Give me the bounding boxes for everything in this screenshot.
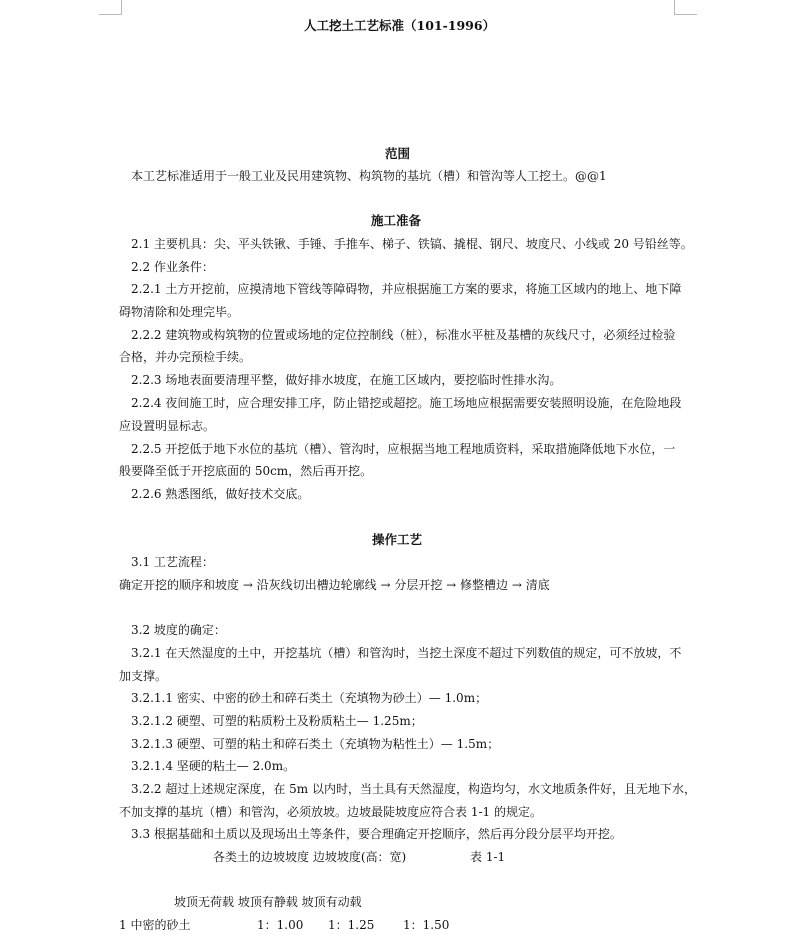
- paragraph: 加支撑。: [119, 669, 168, 683]
- paragraph: 合格，并办完预检手续。: [119, 350, 252, 364]
- paragraph: 3.2.1.1 密实、中密的砂土和碎石类土（充填物为砂土）— 1.0m；: [131, 691, 488, 705]
- paragraph: 3.2 坡度的确定：: [131, 623, 226, 637]
- section-heading-operation: 操作工艺: [372, 532, 423, 547]
- page-corner-mark-right: [674, 0, 697, 15]
- paragraph: 般要降至低于开挖底面的 50cm，然后再开挖。: [119, 464, 373, 478]
- paragraph: 3.1 工艺流程：: [131, 555, 214, 569]
- paragraph: 2.1 主要机具：尖、平头铁锹、手锤、手推车、梯子、铁镐、撬棍、钢尺、坡度尺、小线或 20 号铅丝等。: [131, 237, 693, 251]
- paragraph: 2.2.5 开挖低于地下水位的基坑（槽）、管沟时，应根据当地工程地质资料，采取措施降低地下水位，一: [131, 442, 676, 456]
- paragraph: 应设置明显标志。: [119, 419, 216, 433]
- paragraph: 3.2.1 在天然湿度的土中，开挖基坑（槽）和管沟时，当挖土深度不超过下列数值的规定，可不放坡，不: [131, 646, 682, 660]
- page-corner-mark-left: [99, 0, 122, 15]
- paragraph: 3.2.1.4 坚硬的粘土— 2.0m。: [131, 759, 296, 773]
- paragraph: 不加支撑的基坑（槽）和管沟，必须放坡。边坡最陡坡度应符合表 1-1 的规定。: [119, 805, 542, 819]
- paragraph: 碍物清除和处理完毕。: [119, 305, 240, 319]
- paragraph: 本工艺标准适用于一般工业及民用建筑物、构筑物的基坑（槽）和管沟等人工挖土。@@1: [131, 169, 607, 183]
- table-caption: 各类土的边坡坡度 边坡坡度(高：宽): [213, 850, 407, 864]
- process-flow: 确定开挖的顺序和坡度 → 沿灰线切出槽边轮廓线 → 分层开挖 → 修整槽边 → 清底: [119, 578, 550, 592]
- table-number: 表 1-1: [470, 850, 506, 864]
- table-cell: 1：1.50: [403, 918, 450, 932]
- paragraph: 2.2 作业条件：: [131, 260, 214, 274]
- document-title: 人工挖土工艺标准（101-1996）: [304, 18, 496, 33]
- table-header: 坡顶无荷载 坡顶有静载 坡顶有动载: [174, 895, 362, 909]
- table-cell-label: 1 中密的砂土: [119, 918, 191, 932]
- paragraph: 3.2.1.2 硬塑、可塑的粘质粉土及粉质粘土— 1.25m；: [131, 714, 423, 728]
- paragraph: 2.2.2 建筑物或构筑物的位置或场地的定位控制线（桩），标准水平桩及基槽的灰线尺寸，必须经过检验: [131, 328, 676, 342]
- paragraph: 3.2.1.3 硬塑、可塑的粘土和碎石类土（充填物为粘性土）— 1.5m；: [131, 737, 500, 751]
- paragraph: 3.3 根据基础和土质以及现场出土等条件，要合理确定开挖顺序，然后再分段分层平均开挖。: [131, 827, 622, 841]
- paragraph: 2.2.1 土方开挖前，应摸清地下管线等障碍物，并应根据施工方案的要求，将施工区域内的地上、地下障: [131, 282, 682, 296]
- table-cell: 1：1.25: [328, 918, 375, 932]
- paragraph: 2.2.3 场地表面要清理平整，做好排水坡度，在施工区域内，要挖临时性排水沟。: [131, 373, 562, 387]
- paragraph: 2.2.6 熟悉图纸，做好技术交底。: [131, 487, 310, 501]
- section-heading-scope: 范围: [385, 146, 411, 161]
- paragraph: 3.2.2 超过上述规定深度，在 5m 以内时，当土具有天然湿度，构造均匀，水文地质条件好，且无地下水，: [131, 782, 696, 796]
- table-cell: 1：1.00: [257, 918, 304, 932]
- paragraph: 2.2.4 夜间施工时，应合理安排工序，防止错挖或超挖。施工场地应根据需要安装照明设施，在危险地段: [131, 396, 682, 410]
- section-heading-preparation: 施工准备: [371, 213, 422, 228]
